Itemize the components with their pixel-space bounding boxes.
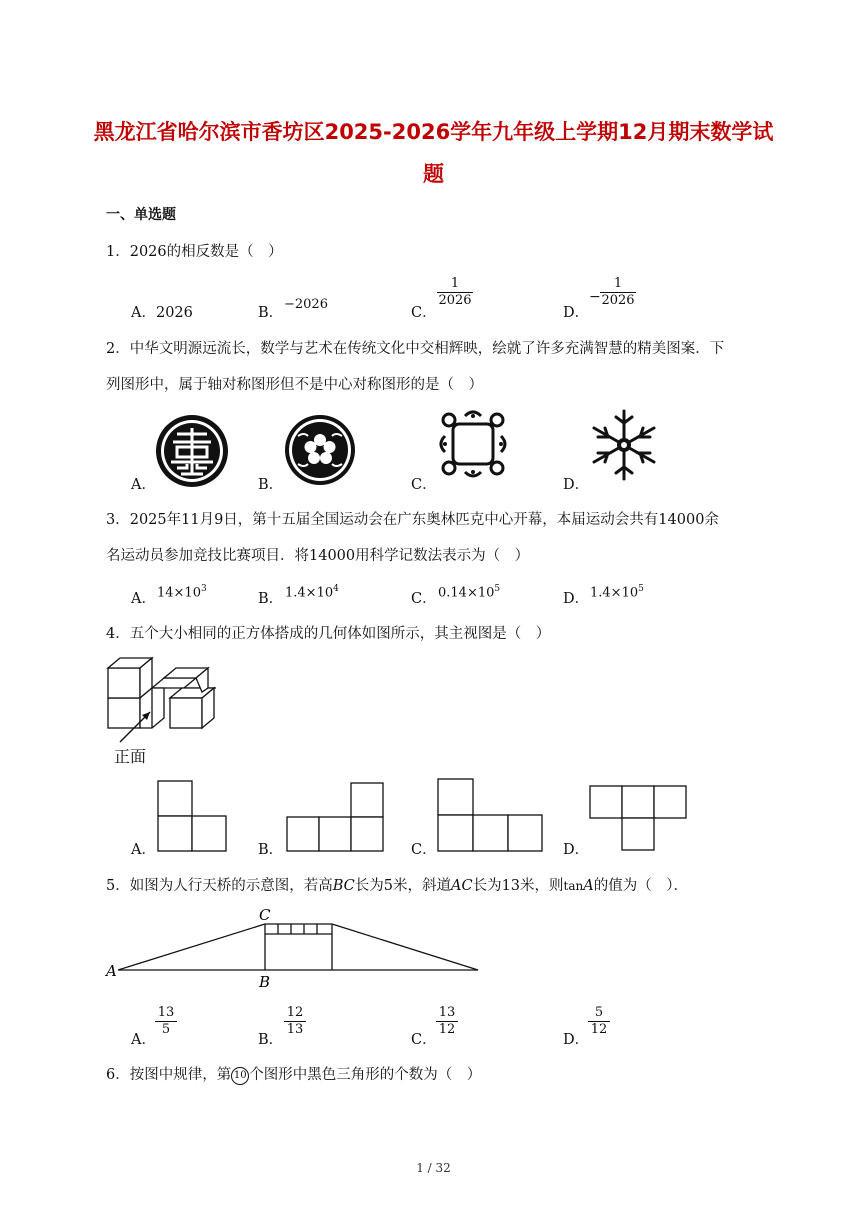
q5-option-a-fraction: $\frac{13}{5}$ xyxy=(155,1005,177,1038)
cube-stack-figure xyxy=(106,656,220,742)
question-3-stem-line1: 3．2025年11月9日，第十五届全国运动会在广东奥林匹克中心开幕，本届运动会共有14000余 xyxy=(106,512,719,528)
question-1-stem: 1．2026的相反数是（ ） xyxy=(106,244,283,260)
q5-option-a: A． xyxy=(131,1032,156,1048)
cloud-frame-icon xyxy=(437,408,509,480)
q4-option-b: B． xyxy=(258,842,284,858)
q5-option-d: D． xyxy=(563,1032,590,1048)
q1-option-b-value: −2026 xyxy=(284,297,328,312)
q5-option-c-fraction: $\frac{13}{12}$ xyxy=(436,1005,458,1038)
q1-option-b: B． xyxy=(258,305,284,321)
q2-option-d: D． xyxy=(563,477,590,493)
q2-option-a: A． xyxy=(131,477,156,493)
q2-option-c: C． xyxy=(411,477,437,493)
q1-option-d-fraction: $\frac{1}{2026}$ xyxy=(601,276,635,308)
point-b-label: B xyxy=(259,973,271,991)
page-number: 1 / 32 xyxy=(416,1161,451,1175)
page-title-line1: 黑龙江省哈尔滨市香坊区2025-2026学年九年级上学期12月期末数学试 xyxy=(93,120,774,144)
q3-option-b: B． xyxy=(258,591,284,607)
q3-option-d-value: $1.4\times 10^5$ xyxy=(590,584,644,601)
q2-option-b: B． xyxy=(258,477,284,493)
q1-option-a: A．2026 xyxy=(131,305,193,321)
q4-option-d: D． xyxy=(563,842,590,858)
question-3-stem-line2: 名运动员参加竞技比赛项目．将14000用科学记数法表示为（ ） xyxy=(106,548,530,564)
snowflake-icon xyxy=(588,407,660,483)
front-label: 正面 xyxy=(114,747,147,766)
shou-pattern-icon xyxy=(155,414,229,488)
q5-option-b: B． xyxy=(258,1032,284,1048)
q5-option-d-fraction: $\frac{5}{12}$ xyxy=(588,1005,610,1038)
q4-option-c: C． xyxy=(411,842,437,858)
q3-option-c-value: $0.14\times 10^5$ xyxy=(438,584,501,601)
q4-option-c-view xyxy=(437,778,543,852)
q3-option-a-value: $14\times 10^3$ xyxy=(157,584,207,601)
question-4-stem: 4．五个大小相同的正方体搭成的几何体如图所示，其主视图是（ ） xyxy=(106,626,551,642)
question-5-stem: 5．如图为人行天桥的示意图，若高BC长为5米，斜道AC长为13米，则tanA的值为（ ）． xyxy=(106,878,688,894)
q1-option-d: D． xyxy=(563,305,590,321)
q1-option-c-fraction: $\frac{1}{2026}$ xyxy=(438,276,472,308)
q4-option-a: A． xyxy=(131,842,156,858)
q3-option-d: D． xyxy=(563,591,590,607)
q4-option-a-view xyxy=(157,780,227,852)
point-c-label: C xyxy=(259,906,271,924)
flower-medallion-icon xyxy=(284,414,356,486)
point-a-label: A xyxy=(106,962,117,980)
question-2-stem-line1: 2．中华文明源远流长，数学与艺术在传统文化中交相辉映，绘就了许多充满智慧的精美图案．下 xyxy=(106,341,725,357)
section-heading: 一、单选题 xyxy=(106,207,176,223)
q5-option-b-fraction: $\frac{12}{13}$ xyxy=(284,1005,306,1038)
q3-option-c: C． xyxy=(411,591,437,607)
q5-option-c: C． xyxy=(411,1032,437,1048)
q1-option-d-sign: − xyxy=(589,289,601,305)
circled-number: 10 xyxy=(231,1067,249,1085)
question-2-stem-line2: 列图形中，属于轴对称图形但不是中心对称图形的是（ ） xyxy=(106,377,483,393)
q4-option-d-view xyxy=(589,785,687,851)
page-title-line2: 题 xyxy=(423,162,444,186)
q1-option-c: C． xyxy=(411,305,437,321)
question-6-stem: 6．按图中规律，第 10 个图形中黑色三角形的个数为（ ） xyxy=(106,1067,482,1083)
q4-option-b-view xyxy=(286,782,384,852)
q3-option-a: A． xyxy=(131,591,156,607)
bridge-diagram xyxy=(106,902,486,992)
q3-option-b-value: $1.4\times 10^4$ xyxy=(285,584,339,601)
